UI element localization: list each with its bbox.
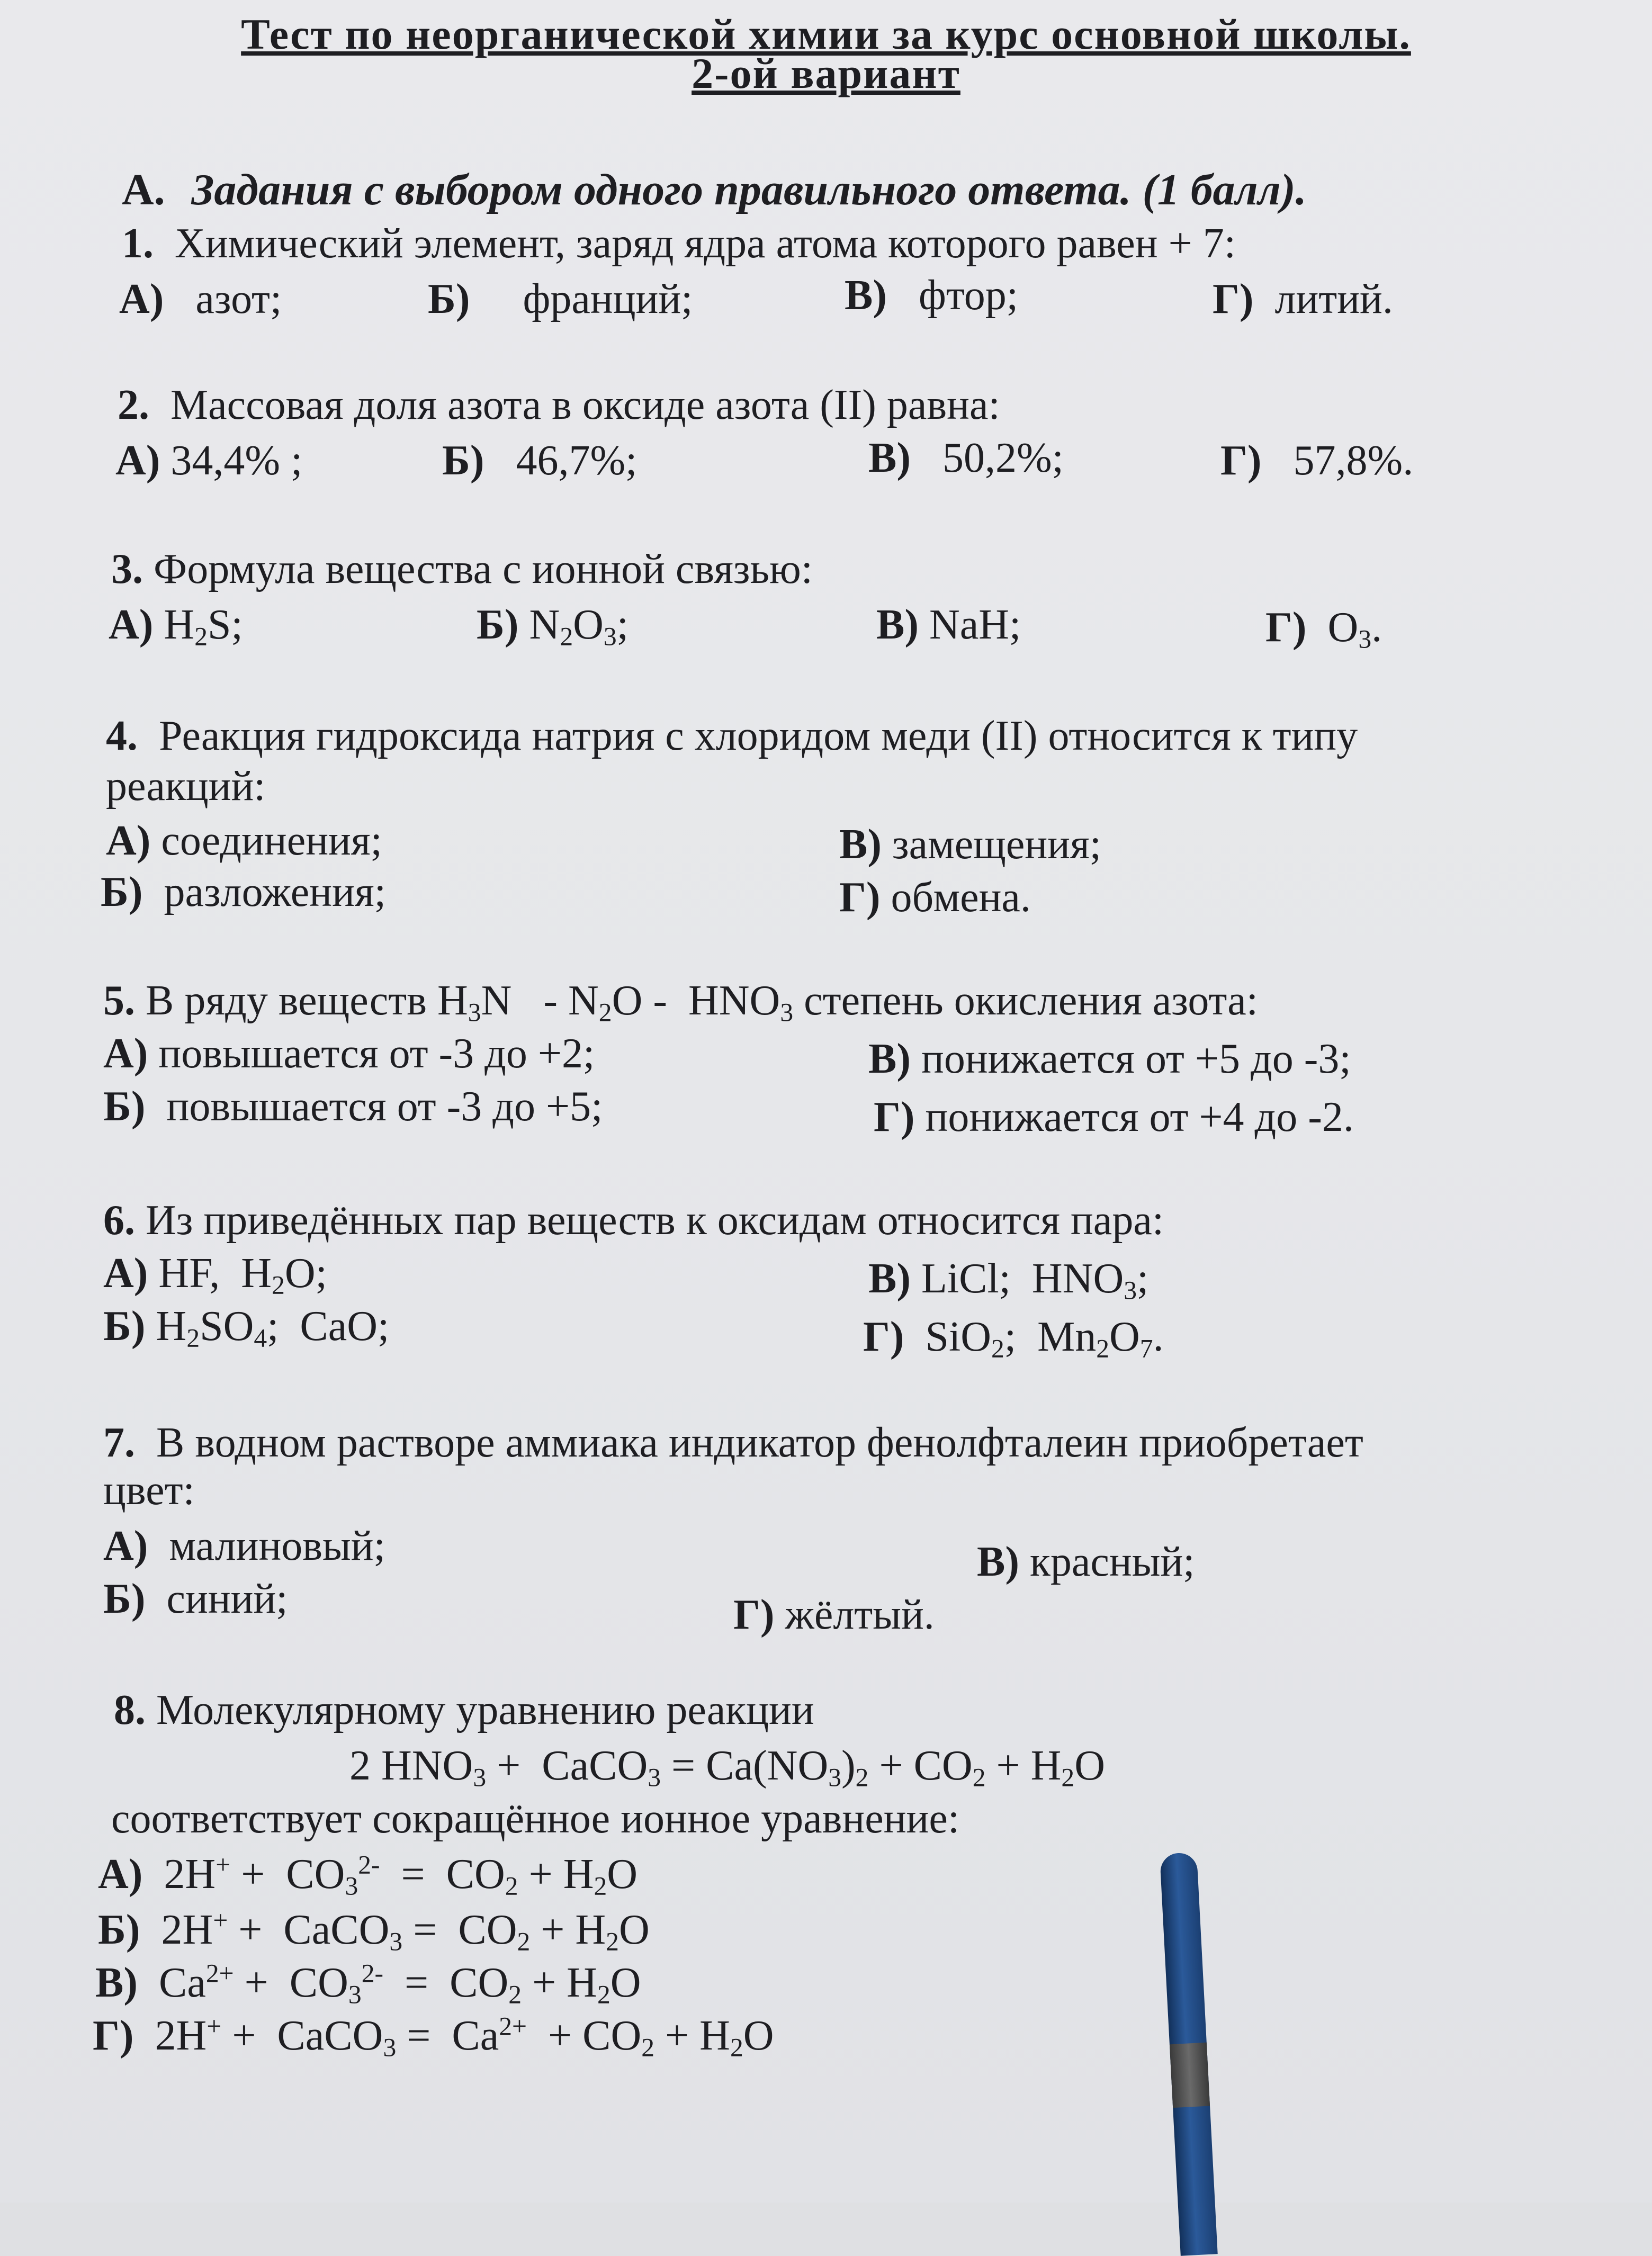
option-label: Г): [863, 1314, 904, 1360]
option-label: Г): [1213, 276, 1254, 322]
option-label: Б): [103, 1303, 146, 1350]
option-text: разложения;: [164, 869, 386, 915]
q4-option-v: [839, 823, 1101, 866]
question-number: 2.: [118, 382, 149, 428]
option-label: А): [119, 276, 164, 322]
question-8: [114, 1689, 814, 1731]
option-label: А): [103, 1030, 148, 1077]
q3-option-g: Г) $O_3$.: [1265, 604, 1382, 654]
q7-option-v: [977, 1541, 1195, 1583]
option-label: Б): [428, 276, 470, 322]
question-text: Молекулярному уравнению реакции: [156, 1687, 814, 1733]
option-label: Г): [93, 2012, 134, 2059]
question-6: [103, 1199, 1164, 1242]
option-label: А): [98, 1851, 143, 1898]
question-text-end: степень окисления азота:: [804, 977, 1258, 1024]
q4-option-g: [839, 876, 1031, 919]
q1-option-v: [845, 274, 1018, 317]
question-2: [118, 384, 1000, 426]
section-letter: А.: [122, 165, 165, 214]
option-label: В): [868, 1255, 911, 1302]
option-text: повышается от -3 до +2;: [158, 1030, 595, 1077]
option-label: Б): [98, 1907, 140, 1953]
q2-option-g: [1220, 439, 1413, 482]
q5-option-v: [868, 1038, 1351, 1080]
q6-option-a: А) HF, $H_2O$;: [103, 1250, 327, 1300]
pen: [1160, 1852, 1218, 2256]
q4-option-b: [101, 871, 386, 913]
molecular-equation: 2 $HNO_3$ + CaCO$_3$ = $Ca(NO_3)_2 + CO_2 + H_2O$: [349, 1742, 1105, 1792]
q4-option-a: [106, 817, 382, 864]
question-8-cont: соответствует сокращённое ионное уравнение:: [111, 1795, 960, 1842]
question-4-cont: реакций:: [106, 763, 266, 810]
section-heading: [122, 164, 1307, 215]
option-label: Б): [103, 1083, 146, 1130]
option-text: 50,2%;: [942, 435, 1064, 481]
option-text: обмена.: [891, 874, 1031, 921]
q2-option-b: [442, 439, 637, 482]
question-text: В ряду веществ: [146, 977, 427, 1024]
option-text: повышается от -3 до +5;: [166, 1083, 603, 1130]
option-text: синий;: [166, 1576, 288, 1622]
q1-option-b: [428, 278, 693, 320]
question-number: 3.: [111, 546, 143, 592]
question-text: Формула вещества с ионной связью:: [154, 546, 813, 592]
option-label: В): [868, 435, 911, 481]
option-label: В): [845, 272, 887, 319]
q8-option-g: Г) 2H+ + CaCO$_3$ = $Ca^{2+} + CO_2 + H_2O$: [93, 2011, 774, 2062]
option-label: А): [103, 1250, 148, 1297]
option-label: В): [977, 1539, 1019, 1585]
option-label: А): [115, 437, 160, 484]
question-7: [103, 1419, 1363, 1466]
option-label: Г): [1220, 437, 1262, 484]
option-label: Г): [874, 1094, 915, 1140]
option-text: красный;: [1030, 1539, 1195, 1585]
question-number: 6.: [103, 1197, 135, 1244]
option-text: понижается от +4 до -2.: [925, 1094, 1354, 1140]
q5-option-b: [103, 1085, 603, 1128]
q3-option-a: А) $H_2S$;: [109, 601, 243, 651]
question-7-cont: цвет:: [103, 1467, 195, 1514]
test-title: Тест по неорганической химии за курс основной школы.: [241, 10, 1411, 58]
option-text: соединения;: [161, 817, 382, 864]
option-text: фтор;: [919, 272, 1018, 319]
option-label: А): [109, 601, 154, 648]
option-text: азот;: [195, 276, 282, 322]
question-text: Из приведённых пар веществ к оксидам относится пара:: [146, 1197, 1164, 1244]
q5-option-a: [103, 1032, 595, 1075]
option-label: В): [868, 1036, 911, 1082]
option-label: Г): [1265, 604, 1307, 651]
option-text: литий.: [1274, 276, 1393, 322]
pen-band: [1170, 2043, 1210, 2108]
question-text: Химический элемент, заряд ядра атома которого равен + 7:: [175, 220, 1236, 267]
question-text: Массовая доля азота в оксиде азота (II) равна:: [170, 382, 1000, 428]
q2-option-a: [115, 439, 302, 482]
option-text: замещения;: [892, 821, 1101, 868]
q7-option-b: [103, 1578, 288, 1620]
q1-option-a: [119, 278, 282, 320]
q8-option-a: А) $2H^+ + CO_3^{2-} = CO_2 + H_2O$: [98, 1850, 638, 1901]
question-4: [106, 715, 1358, 757]
option-text: жёлтый.: [785, 1592, 935, 1638]
option-label: Г): [839, 874, 881, 921]
q6-option-b: Б) $H_2SO_4$; CaO;: [103, 1303, 390, 1353]
q6-option-v: В) LiCl; $HNO_3$;: [868, 1255, 1149, 1305]
option-text: 57,8%.: [1293, 437, 1414, 484]
option-label: А): [103, 1523, 148, 1569]
question-text: В водном растворе аммиака индикатор фенолфталеин приобретает: [156, 1419, 1363, 1466]
question-number: 5.: [103, 977, 135, 1024]
q8-option-b: Б) 2H+ + CaCO$_3$ = $CO_2 + H_2O$: [98, 1906, 650, 1956]
option-text: 46,7%;: [516, 437, 638, 484]
question-text: Реакция гидроксида натрия с хлоридом меди (II) относится к типу: [159, 713, 1358, 759]
question-3: [111, 548, 813, 590]
q3-option-b: Б) $N_2O_3$;: [477, 601, 629, 651]
option-label: Б): [101, 869, 143, 915]
section-text: Задания с выбором одного правильного ответа. (1 балл).: [191, 165, 1307, 214]
question-number: 1.: [122, 220, 154, 267]
option-label: В): [95, 1960, 138, 2006]
q3-option-v: В) NaH;: [876, 601, 1021, 648]
option-label: А): [106, 817, 151, 864]
variant-title: 2-ой вариант: [692, 49, 960, 97]
question-number: 4.: [106, 713, 138, 759]
q7-option-a: [103, 1525, 385, 1567]
q8-option-v: В) $Ca^{2+} + CO_3^{2-} = CO_2 + H_2O$: [95, 1958, 641, 2009]
option-text: малиновый;: [169, 1523, 385, 1569]
option-text: франций;: [523, 276, 693, 322]
option-label: В): [876, 601, 919, 648]
option-text: понижается от +5 до -3;: [921, 1036, 1351, 1082]
option-text: 34,4% ;: [170, 437, 303, 484]
question-number: 7.: [103, 1419, 135, 1466]
q2-option-v: [868, 437, 1064, 479]
q7-option-g: [733, 1594, 935, 1636]
option-label: Г): [733, 1592, 775, 1638]
option-label: Б): [442, 437, 484, 484]
q1-option-g: [1213, 278, 1393, 320]
option-label: Б): [477, 601, 519, 648]
option-label: Б): [103, 1576, 146, 1622]
option-label: В): [839, 821, 882, 868]
question-1: [122, 222, 1236, 265]
question-number: 8.: [114, 1687, 146, 1733]
q6-option-g: Г) SiO$_2$; $Mn_2O_7$.: [863, 1314, 1164, 1363]
question-5: 5. В ряду веществ $H_3N - N_2O - HNO_3$ степень окисления азота:: [103, 977, 1258, 1027]
q5-option-g: [874, 1096, 1354, 1138]
